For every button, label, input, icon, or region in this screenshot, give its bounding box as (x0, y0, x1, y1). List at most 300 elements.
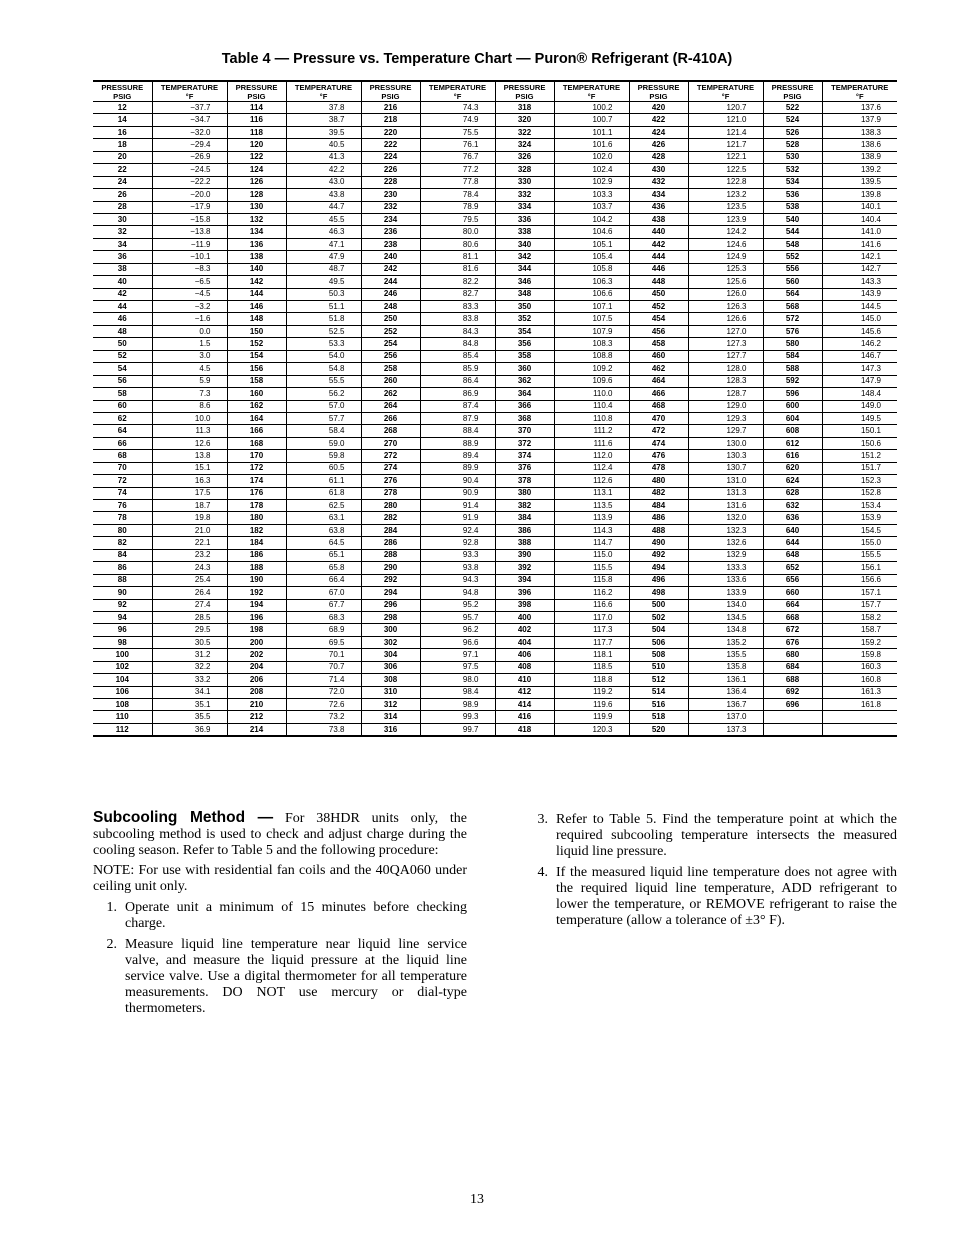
pressure-cell: 138 (227, 251, 286, 263)
temperature-cell: 111.2 (554, 425, 629, 437)
pressure-cell: 96 (93, 624, 152, 636)
header-line: PSIG (381, 91, 400, 101)
table-row (93, 201, 897, 213)
pressure-cell: 392 (495, 562, 554, 574)
temperature-cell: −6.5 (152, 276, 227, 288)
temperature-cell: 123.2 (688, 189, 763, 201)
pressure-cell: 454 (629, 313, 688, 325)
temperature-cell: 122.1 (688, 151, 763, 163)
table-row (93, 388, 897, 400)
pressure-cell: 260 (361, 375, 420, 387)
temperature-cell: 160.3 (822, 661, 897, 673)
table-row (93, 114, 897, 126)
temperature-cell: 84.8 (420, 338, 495, 350)
temperature-cell: 43.0 (286, 176, 361, 188)
temperature-cell: 129.7 (688, 425, 763, 437)
pressure-cell: 528 (763, 139, 822, 151)
temperature-cell: 54.0 (286, 350, 361, 362)
temperature-cell: 137.9 (822, 114, 897, 126)
pressure-cell: 584 (763, 350, 822, 362)
pressure-cell: 274 (361, 462, 420, 474)
pressure-cell: 172 (227, 462, 286, 474)
temperature-cell: 161.8 (822, 699, 897, 711)
table-row (93, 562, 897, 574)
pressure-cell: 182 (227, 524, 286, 536)
temperature-cell: 24.3 (152, 562, 227, 574)
temperature-cell: 143.3 (822, 276, 897, 288)
temperature-cell: 135.8 (688, 661, 763, 673)
pressure-cell: 132 (227, 213, 286, 225)
temperature-cell: 124.2 (688, 226, 763, 238)
header-line: TEMPERATURE (831, 82, 889, 92)
temperature-cell: 98.9 (420, 699, 495, 711)
temperature-cell: 135.2 (688, 636, 763, 648)
pressure-cell: 240 (361, 251, 420, 263)
pressure-cell: 500 (629, 599, 688, 611)
temperature-cell: 87.9 (420, 412, 495, 424)
pressure-cell: 292 (361, 574, 420, 586)
pressure-cell: 534 (763, 176, 822, 188)
temperature-cell: 138.9 (822, 151, 897, 163)
temperature-cell: 129.3 (688, 412, 763, 424)
pressure-cell: 320 (495, 114, 554, 126)
temperature-cell: 23.2 (152, 549, 227, 561)
table-row (93, 363, 897, 375)
pressure-cell: 230 (361, 189, 420, 201)
pressure-cell: 224 (361, 151, 420, 163)
pressure-cell: 506 (629, 636, 688, 648)
pressure-cell: 246 (361, 288, 420, 300)
temperature-cell: 51.1 (286, 301, 361, 313)
temperature-cell: 76.7 (420, 151, 495, 163)
pressure-cell: 410 (495, 674, 554, 686)
table-row (93, 487, 897, 499)
pressure-cell: 548 (763, 238, 822, 250)
pressure-cell: 430 (629, 164, 688, 176)
temperature-cell: −4.5 (152, 288, 227, 300)
temperature-cell: 68.3 (286, 611, 361, 623)
pressure-cell: 468 (629, 400, 688, 412)
temperature-cell: 83.8 (420, 313, 495, 325)
temperature-cell: 63.1 (286, 512, 361, 524)
temperature-cell: 122.5 (688, 164, 763, 176)
temperature-cell: 59.0 (286, 437, 361, 449)
temperature-cell: 113.5 (554, 500, 629, 512)
temperature-cell: 111.6 (554, 437, 629, 449)
temperature-cell: 87.4 (420, 400, 495, 412)
header-line: PSIG (247, 91, 266, 101)
temperature-cell: 77.2 (420, 164, 495, 176)
temperature-cell: 60.5 (286, 462, 361, 474)
pressure-cell: 30 (93, 213, 152, 225)
pressure-cell: 296 (361, 599, 420, 611)
pressure-cell: 356 (495, 338, 554, 350)
temperature-cell: 96.6 (420, 636, 495, 648)
pressure-cell: 520 (629, 723, 688, 736)
pressure-cell: 644 (763, 537, 822, 549)
pressure-cell: 184 (227, 537, 286, 549)
temperature-cell: 31.2 (152, 649, 227, 661)
temperature-cell: 121.0 (688, 114, 763, 126)
table-row (93, 537, 897, 549)
temperature-cell: 123.5 (688, 201, 763, 213)
pressure-cell: 494 (629, 562, 688, 574)
temperature-cell: 130.0 (688, 437, 763, 449)
temperature-cell: 47.9 (286, 251, 361, 263)
temperature-cell: 131.3 (688, 487, 763, 499)
header-pressure-psig (629, 81, 688, 102)
header-temperature-f (688, 81, 763, 102)
table-row (93, 276, 897, 288)
temperature-cell: 119.2 (554, 686, 629, 698)
table-row (93, 164, 897, 176)
temperature-cell: 138.3 (822, 126, 897, 138)
pressure-cell: 148 (227, 313, 286, 325)
pressure-cell: 676 (763, 636, 822, 648)
pressure-cell: 572 (763, 313, 822, 325)
pressure-cell: 202 (227, 649, 286, 661)
temperature-cell: 89.4 (420, 450, 495, 462)
pressure-cell: 522 (763, 102, 822, 114)
temperature-cell: 59.8 (286, 450, 361, 462)
pressure-cell: 194 (227, 599, 286, 611)
subcooling-intro-paragraph (93, 810, 467, 859)
pressure-cell: 400 (495, 611, 554, 623)
pressure-cell: 382 (495, 500, 554, 512)
procedure-step (93, 937, 467, 1017)
temperature-cell: 4.5 (152, 363, 227, 375)
pressure-cell: 64 (93, 425, 152, 437)
pressure-cell: 538 (763, 201, 822, 213)
temperature-cell: 122.8 (688, 176, 763, 188)
pressure-cell: 600 (763, 400, 822, 412)
pressure-cell: 424 (629, 126, 688, 138)
pressure-cell: 262 (361, 388, 420, 400)
temperature-cell: 148.4 (822, 388, 897, 400)
temperature-cell: 115.8 (554, 574, 629, 586)
temperature-cell: 128.3 (688, 375, 763, 387)
temperature-cell: 113.9 (554, 512, 629, 524)
table-row (93, 450, 897, 462)
temperature-cell: 150.6 (822, 437, 897, 449)
pressure-cell: 386 (495, 524, 554, 536)
pressure-cell: 278 (361, 487, 420, 499)
pressure-cell: 680 (763, 649, 822, 661)
temperature-cell: 8.6 (152, 400, 227, 412)
temperature-cell: 139.8 (822, 189, 897, 201)
temperature-cell: 152.8 (822, 487, 897, 499)
temperature-cell: 107.5 (554, 313, 629, 325)
pressure-cell: 178 (227, 500, 286, 512)
temperature-cell: 37.8 (286, 102, 361, 114)
temperature-cell: 153.9 (822, 512, 897, 524)
pressure-cell: 112 (93, 723, 152, 736)
temperature-cell: 134.0 (688, 599, 763, 611)
pressure-cell: 612 (763, 437, 822, 449)
pressure-cell: 556 (763, 263, 822, 275)
table-row (93, 574, 897, 586)
pressure-cell: 44 (93, 301, 152, 313)
table-row (93, 512, 897, 524)
pressure-cell: 284 (361, 524, 420, 536)
pressure-cell: 464 (629, 375, 688, 387)
table-row (93, 350, 897, 362)
pressure-cell: 102 (93, 661, 152, 673)
pressure-temperature-table (93, 80, 897, 737)
note-paragraph: NOTE: For use with residential fan coils and the 40QA060 under ceiling unit only. (93, 863, 467, 894)
pressure-cell: 234 (361, 213, 420, 225)
table-row (93, 176, 897, 188)
table-row (93, 251, 897, 263)
pressure-cell: 294 (361, 587, 420, 599)
temperature-cell: 54.8 (286, 363, 361, 375)
pressure-cell: 114 (227, 102, 286, 114)
table-row (93, 649, 897, 661)
pressure-cell: 478 (629, 462, 688, 474)
temperature-cell: 3.0 (152, 350, 227, 362)
temperature-cell: 68.9 (286, 624, 361, 636)
temperature-cell: 98.4 (420, 686, 495, 698)
temperature-cell: 118.8 (554, 674, 629, 686)
pressure-cell: 448 (629, 276, 688, 288)
temperature-cell: 67.7 (286, 599, 361, 611)
pressure-cell: 518 (629, 711, 688, 723)
pressure-cell: 232 (361, 201, 420, 213)
pressure-cell: 22 (93, 164, 152, 176)
pressure-cell: 54 (93, 363, 152, 375)
temperature-cell: 71.4 (286, 674, 361, 686)
pressure-cell: 270 (361, 437, 420, 449)
table-row (93, 189, 897, 201)
pressure-cell: 536 (763, 189, 822, 201)
temperature-cell: 139.5 (822, 176, 897, 188)
pressure-cell: 142 (227, 276, 286, 288)
pressure-cell: 18 (93, 139, 152, 151)
temperature-cell: 154.5 (822, 524, 897, 536)
pressure-cell: 106 (93, 686, 152, 698)
temperature-cell: 134.5 (688, 611, 763, 623)
table-title: Table 4 — Pressure vs. Temperature Chart — Puron® Refrigerant (R-410A) (221, 51, 733, 67)
pressure-cell: 672 (763, 624, 822, 636)
step-number: 2. (106, 937, 117, 952)
procedure-step (93, 900, 467, 932)
pressure-cell: 40 (93, 276, 152, 288)
temperature-cell: −29.4 (152, 139, 227, 151)
table-row (93, 711, 897, 723)
temperature-cell: 107.1 (554, 301, 629, 313)
pressure-cell: 122 (227, 151, 286, 163)
pressure-cell: 70 (93, 462, 152, 474)
temperature-cell: 102.9 (554, 176, 629, 188)
temperature-cell: 84.3 (420, 325, 495, 337)
pressure-cell: 42 (93, 288, 152, 300)
temperature-cell: 42.2 (286, 164, 361, 176)
temperature-cell: 119.6 (554, 699, 629, 711)
pressure-cell: 238 (361, 238, 420, 250)
temperature-cell: 151.2 (822, 450, 897, 462)
pressure-cell: 308 (361, 674, 420, 686)
pressure-cell: 16 (93, 126, 152, 138)
temperature-cell: 83.3 (420, 301, 495, 313)
header-line: PRESSURE (369, 82, 412, 92)
pressure-cell: 580 (763, 338, 822, 350)
temperature-cell: 89.9 (420, 462, 495, 474)
pressure-cell: 144 (227, 288, 286, 300)
temperature-cell: 146.7 (822, 350, 897, 362)
temperature-cell: 85.9 (420, 363, 495, 375)
temperature-cell: 88.9 (420, 437, 495, 449)
pressure-cell: 552 (763, 251, 822, 263)
pressure-cell: 48 (93, 325, 152, 337)
temperature-cell: 117.0 (554, 611, 629, 623)
pressure-cell: 272 (361, 450, 420, 462)
pressure-cell: 408 (495, 661, 554, 673)
pressure-cell: 596 (763, 388, 822, 400)
temperature-cell: 13.8 (152, 450, 227, 462)
pressure-cell: 364 (495, 388, 554, 400)
table-row (93, 549, 897, 561)
pressure-cell: 502 (629, 611, 688, 623)
temperature-cell: 96.2 (420, 624, 495, 636)
temperature-cell (822, 723, 897, 736)
pressure-cell: 212 (227, 711, 286, 723)
temperature-cell: 99.7 (420, 723, 495, 736)
temperature-cell: 63.8 (286, 524, 361, 536)
temperature-cell: −24.5 (152, 164, 227, 176)
table-row (93, 636, 897, 648)
temperature-cell: 121.7 (688, 139, 763, 151)
pressure-cell: 344 (495, 263, 554, 275)
header-line: TEMPERATURE (294, 82, 353, 92)
pressure-cell: 684 (763, 661, 822, 673)
temperature-cell: 93.8 (420, 562, 495, 574)
pressure-cell: 406 (495, 649, 554, 661)
temperature-cell: 142.7 (822, 263, 897, 275)
pressure-cell: 140 (227, 263, 286, 275)
pressure-cell: 514 (629, 686, 688, 698)
pressure-cell: 426 (629, 139, 688, 151)
temperature-cell: 134.8 (688, 624, 763, 636)
temperature-cell: 114.3 (554, 524, 629, 536)
pressure-cell: 488 (629, 524, 688, 536)
table-row (93, 686, 897, 698)
temperature-cell: 79.5 (420, 213, 495, 225)
pressure-cell: 512 (629, 674, 688, 686)
temperature-cell: 115.5 (554, 562, 629, 574)
temperature-cell: 101.1 (554, 126, 629, 138)
procedure-step (533, 812, 897, 860)
pressure-cell: 62 (93, 412, 152, 424)
pressure-cell: 50 (93, 338, 152, 350)
pressure-cell: 128 (227, 189, 286, 201)
pressure-cell: 214 (227, 723, 286, 736)
left-text-column (93, 810, 467, 1017)
temperature-cell: 155.5 (822, 549, 897, 561)
temperature-cell: −37.7 (152, 102, 227, 114)
temperature-cell: 38.7 (286, 114, 361, 126)
pressure-cell: 608 (763, 425, 822, 437)
pressure-cell: 416 (495, 711, 554, 723)
pressure-cell: 362 (495, 375, 554, 387)
table-row (93, 102, 897, 114)
pressure-cell: 162 (227, 400, 286, 412)
table-row (93, 325, 897, 337)
pressure-cell: 226 (361, 164, 420, 176)
temperature-cell: 110.0 (554, 388, 629, 400)
temperature-cell: 106.6 (554, 288, 629, 300)
header-pressure-psig (227, 81, 286, 102)
temperature-cell: 93.3 (420, 549, 495, 561)
pressure-cell: 544 (763, 226, 822, 238)
temperature-cell: 149.5 (822, 412, 897, 424)
pressure-cell: 46 (93, 313, 152, 325)
temperature-cell: 64.5 (286, 537, 361, 549)
header-line: °F (721, 91, 730, 101)
temperature-cell: 123.9 (688, 213, 763, 225)
pressure-cell: 508 (629, 649, 688, 661)
temperature-cell: 12.6 (152, 437, 227, 449)
header-line: PSIG (649, 91, 668, 101)
pressure-cell: 80 (93, 524, 152, 536)
table-row (93, 723, 897, 736)
pressure-cell: 180 (227, 512, 286, 524)
pressure-cell: 492 (629, 549, 688, 561)
pressure-cell: 56 (93, 375, 152, 387)
pressure-cell: 696 (763, 699, 822, 711)
temperature-cell: 33.2 (152, 674, 227, 686)
pressure-cell: 124 (227, 164, 286, 176)
pressure-cell: 36 (93, 251, 152, 263)
temperature-cell: 112.0 (554, 450, 629, 462)
pressure-cell: 268 (361, 425, 420, 437)
temperature-cell: 46.3 (286, 226, 361, 238)
pressure-cell: 200 (227, 636, 286, 648)
header-line: PSIG (113, 91, 132, 101)
pressure-cell: 462 (629, 363, 688, 375)
temperature-cell: 141.6 (822, 238, 897, 250)
temperature-cell: 142.1 (822, 251, 897, 263)
temperature-cell: 118.1 (554, 649, 629, 661)
temperature-cell: 73.2 (286, 711, 361, 723)
pressure-cell: 130 (227, 201, 286, 213)
pressure-cell: 52 (93, 350, 152, 362)
procedure-step (533, 865, 897, 929)
pressure-cell: 592 (763, 375, 822, 387)
temperature-cell (822, 711, 897, 723)
header-line: PSIG (515, 91, 534, 101)
temperature-cell: 149.0 (822, 400, 897, 412)
temperature-cell: 78.4 (420, 189, 495, 201)
temperature-cell: 65.8 (286, 562, 361, 574)
step-number: 3. (537, 812, 548, 827)
pressure-cell: 242 (361, 263, 420, 275)
pressure-cell: 324 (495, 139, 554, 151)
pressure-cell: 326 (495, 151, 554, 163)
pressure-cell: 404 (495, 636, 554, 648)
pressure-cell: 116 (227, 114, 286, 126)
temperature-cell: 48.7 (286, 263, 361, 275)
pressure-cell: 256 (361, 350, 420, 362)
pressure-cell: 688 (763, 674, 822, 686)
table-row (93, 151, 897, 163)
temperature-cell: 80.6 (420, 238, 495, 250)
temperature-cell: 135.5 (688, 649, 763, 661)
pressure-cell: 412 (495, 686, 554, 698)
pressure-cell: 68 (93, 450, 152, 462)
pressure-cell: 480 (629, 475, 688, 487)
pressure-cell: 328 (495, 164, 554, 176)
pressure-cell: 660 (763, 587, 822, 599)
